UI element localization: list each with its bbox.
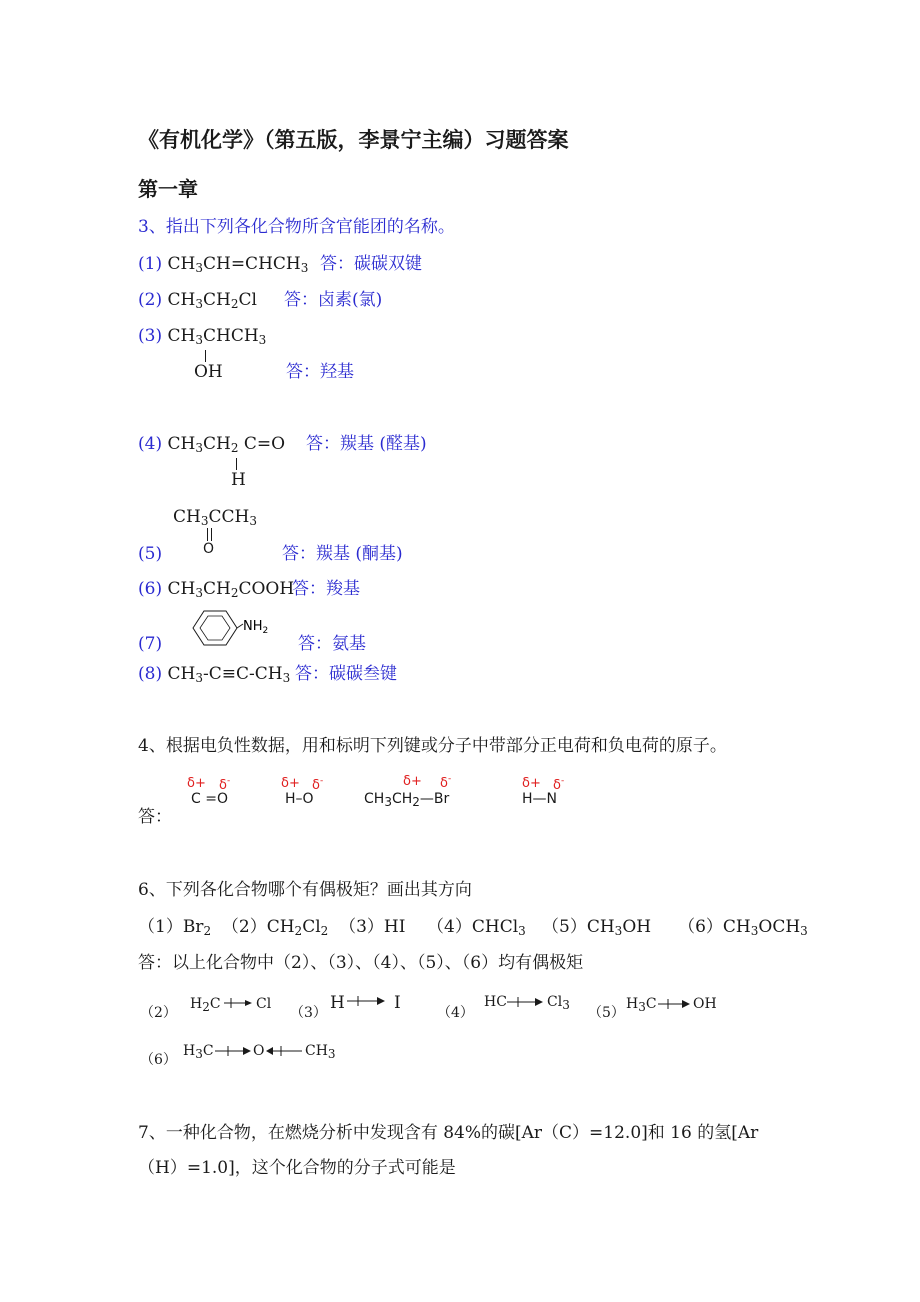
q6-prompt: 6、下列各化合物哪个有偶极矩？画出其方向 (138, 880, 472, 900)
formula-ketone: $CH_3CCH_3$ (173, 507, 257, 528)
benzene-inner-ring (200, 616, 230, 640)
q3-answer-5: 答：羰基 (酮基) (282, 544, 403, 564)
item-number: (8) (138, 664, 163, 684)
bond-h-o: H–O (285, 791, 314, 807)
formula: $CH_3CHCH_3$ (167, 326, 267, 347)
dipole-arrow-5 (657, 997, 691, 1011)
chapter-heading: 第一章 (138, 177, 198, 201)
delta-plus: δ+ (281, 776, 300, 791)
dipole-h3c-ether: H3C (183, 1043, 214, 1061)
q3-item-5-number: (5) (138, 544, 163, 564)
dipole-h2c: H2C (190, 996, 221, 1014)
bond-c-o: C =O (191, 791, 228, 807)
item-number: (1) (138, 254, 163, 274)
q3-answer-4: 答：羰基 (醛基) (306, 434, 427, 454)
q3-answer-6: 答：羧基 (292, 579, 360, 599)
formula: $CH_3CH=CHCH_3$ (167, 254, 309, 275)
formula: $CH_3-C\equiv C-CH_3$ (167, 664, 291, 685)
dipole-label-5: （5） (588, 1005, 625, 1021)
q4-answer-label: 答： (138, 807, 172, 827)
o-atom: O (203, 541, 215, 557)
dipole-h3c: H3C (626, 996, 657, 1014)
q6-compounds: $(1)Br_2$ $(2)CH_2Cl_2$ （3）HI （4）CHCl$_3$ $(5)CH_3OH$ $(6)CH_3OCH_3$ (138, 917, 808, 938)
bond-h-n: H—N (522, 791, 557, 807)
formula: $CH_3CH_2$ C=O (167, 434, 286, 455)
dipole-h: H (330, 993, 345, 1013)
item-number: (2) (138, 290, 163, 310)
dipole-hc: HC (484, 994, 507, 1010)
q6-answer: 答：以上化合物中（2）、（3）、（4）、（5）、（6）均有偶极矩 (138, 953, 584, 973)
item-number: (4) (138, 434, 163, 454)
delta-plus: δ+ (403, 774, 422, 789)
q3-answer-1: 答：碳碳双键 (320, 254, 422, 274)
q7-line-1: 7、一种化合物，在燃烧分析中发现含有 84%的碳[Ar（C）=12.0]和 16 的氢[Ar (138, 1123, 759, 1143)
bond-c-br: CH3CH2—Br (364, 791, 450, 809)
dipole-cl3: Cl3 (547, 994, 570, 1012)
double-bond-line (207, 528, 208, 541)
dipole-ch3: CH3 (305, 1043, 336, 1061)
dipole-arrow-4 (506, 995, 544, 1009)
dipole-oh: OH (693, 996, 717, 1012)
dipole-o: O (253, 1043, 265, 1059)
q3-item-8 (138, 663, 290, 689)
q3-answer-3: 答：羟基 (286, 362, 354, 382)
q3-prompt: 3、指出下列各化合物所含官能团的名称。 (138, 217, 455, 237)
oh-group: OH (194, 362, 223, 382)
delta-minus: δ- (553, 776, 565, 793)
delta-plus: δ+ (187, 776, 206, 791)
dipole-label-2: （2） (140, 1005, 177, 1021)
item-number: (6) (138, 579, 163, 599)
q3-item-1 (138, 253, 308, 279)
q3-answer-7: 答：氨基 (298, 634, 366, 654)
dipole-arrow-6b (265, 1044, 303, 1058)
q3-item-2 (138, 289, 257, 315)
delta-minus: δ- (312, 776, 324, 793)
q3-item-3 (138, 325, 266, 351)
delta-minus: δ- (440, 774, 452, 791)
dipole-arrow-6a (214, 1044, 252, 1058)
q3-answer-8: 答：碳碳叁键 (295, 664, 397, 684)
formula: $CH_3CH_2Cl$ (167, 290, 257, 311)
dipole-arrow-2 (223, 996, 253, 1010)
delta-minus: δ- (219, 776, 231, 793)
q3-item-7-number: (7) (138, 634, 163, 654)
dipole-label-6: （6） (140, 1052, 177, 1068)
aniline-structure (188, 608, 272, 650)
dipole-arrow-3 (346, 994, 386, 1008)
q7-line-2: （H）=1.0]，这个化合物的分子式可能是 (138, 1158, 456, 1178)
page-title: 《有机化学》（第五版，李景宁主编）习题答案 (138, 127, 569, 152)
dipole-cl: Cl (256, 996, 272, 1012)
q3-item-6 (138, 578, 294, 604)
item-number: (3) (138, 326, 163, 346)
formula: $CH_3CH_2COOH$ (167, 579, 295, 600)
dipole-label-3: （3） (290, 1005, 327, 1021)
nh2-label: $NH_2$ (243, 619, 269, 636)
double-bond-line (211, 528, 212, 541)
h-atom: H (231, 470, 246, 490)
dipole-i: I (394, 993, 401, 1013)
q3-item-4 (138, 433, 285, 459)
q4-prompt: 4、根据电负性数据，用和标明下列键或分子中带部分正电荷和负电荷的原子。 (138, 736, 727, 756)
delta-plus: δ+ (522, 776, 541, 791)
dipole-label-4: （4） (437, 1005, 474, 1021)
q3-answer-2: 答：卤素(氯) (284, 290, 383, 310)
